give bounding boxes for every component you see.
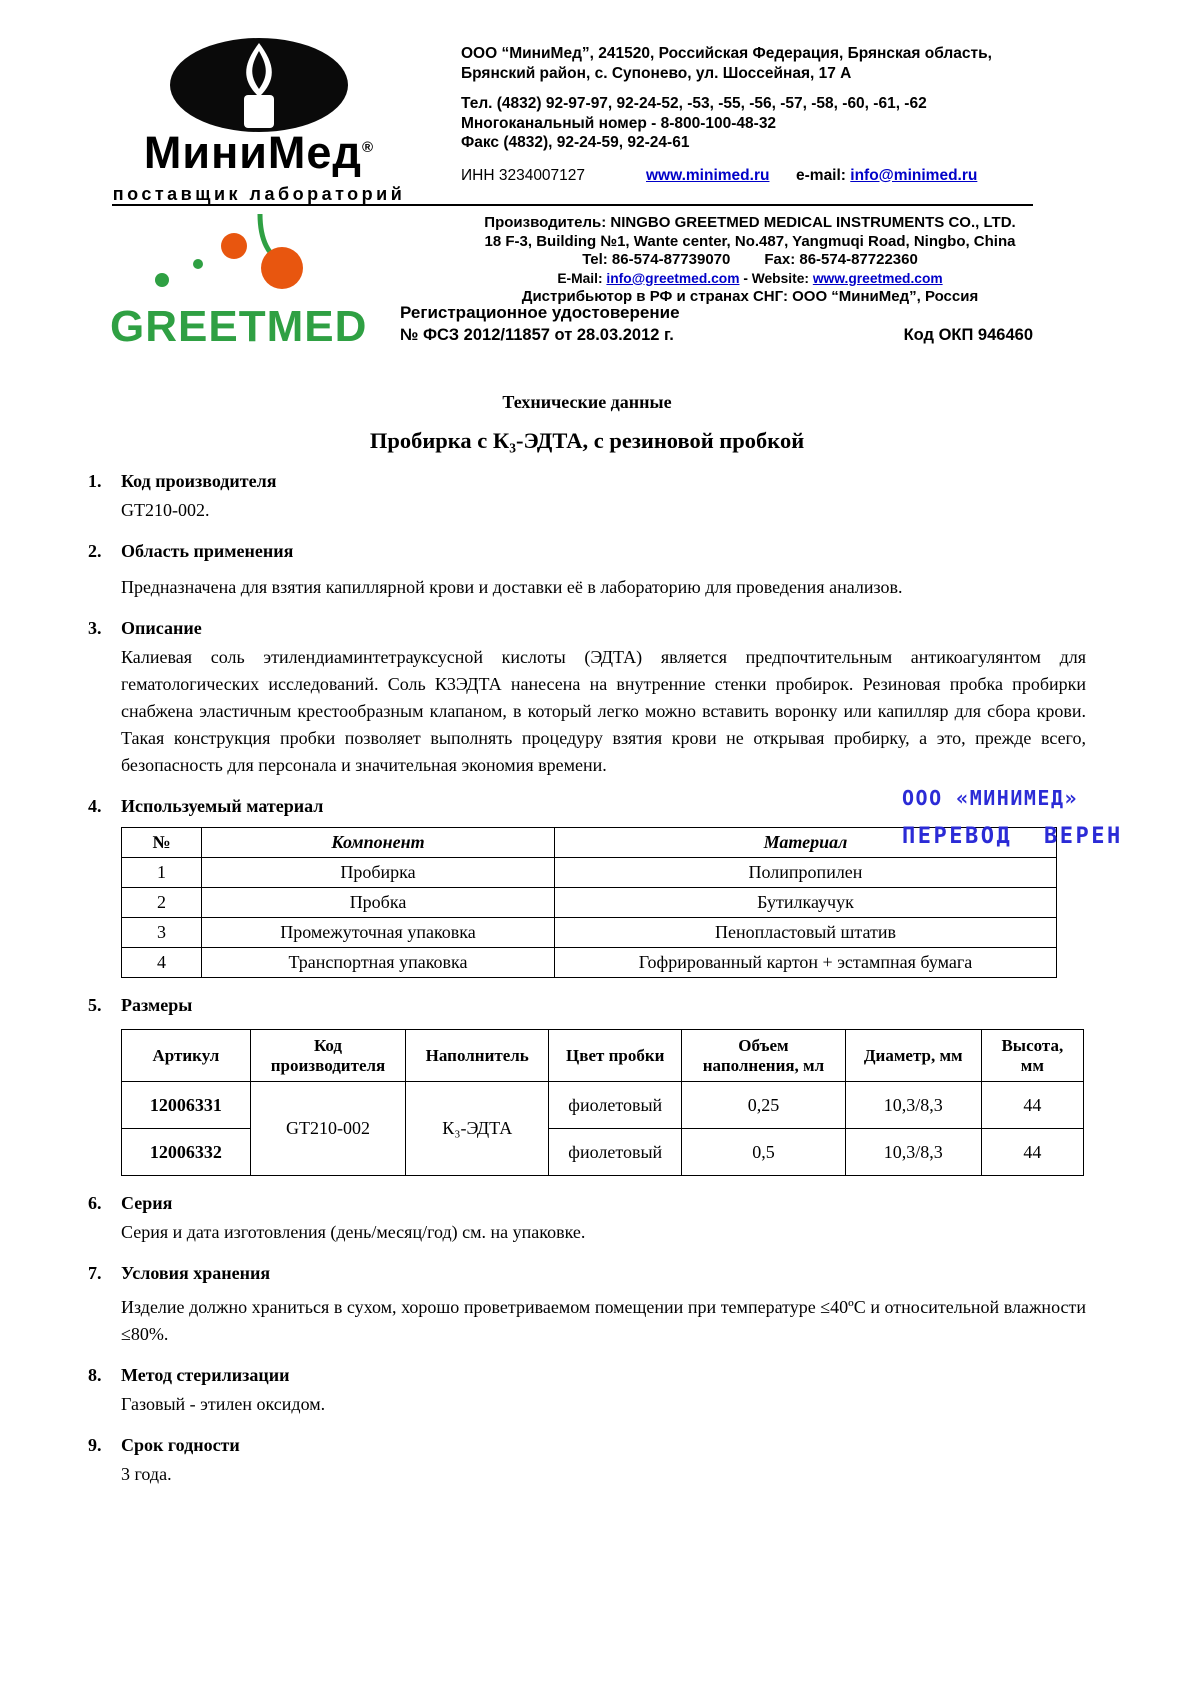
minimed-logo-name <box>103 127 415 178</box>
section-body: Серия и дата изготовления (день/месяц/год) см. на упаковке. <box>121 1222 586 1242</box>
minimed-fax: Факс (4832), 92-24-59, 92-24-61 <box>461 134 690 151</box>
materials-header-material: Материал <box>555 828 1057 858</box>
cell-filler: К₃-ЭДТА <box>406 1082 549 1176</box>
registration-number: № ФСЗ 2012/11857 от 28.03.2012 г. <box>400 326 674 344</box>
manufacturer-fax: Fax: 86-574-87722360 <box>764 251 918 268</box>
cell-material: Бутилкаучук <box>555 888 1057 918</box>
manufacturer-address: 18 F-3, Building №1, Wante center, No.487, Yangmuqi Road, Ningbo, China <box>484 232 1016 250</box>
manufacturer-mail-row <box>461 270 1039 289</box>
section-number: 9. <box>88 1435 102 1455</box>
sizes-header-cap-color: Цвет пробки <box>549 1030 682 1082</box>
cell-volume: 0,5 <box>682 1129 846 1176</box>
stamp-company-line: ООО «МИНИМЕД» <box>902 786 1079 810</box>
cell-component: Промежуточная упаковка <box>202 918 555 948</box>
greetmed-logo <box>110 212 380 349</box>
cell-num: 4 <box>122 948 202 978</box>
sizes-header-row <box>122 1030 1084 1082</box>
table-row <box>122 858 1057 888</box>
section-title: Серия <box>121 1193 173 1213</box>
minimed-logo-icon <box>166 36 352 134</box>
table-row <box>122 918 1057 948</box>
manufacturer-email-label: E-Mail: <box>557 270 603 286</box>
materials-table <box>121 827 1057 978</box>
section-manufacturer-code <box>88 471 1086 524</box>
cell-material: Гофрированный картон + эстампная бумага <box>555 948 1057 978</box>
section-application-area <box>88 541 1086 601</box>
minimed-logo <box>103 36 415 205</box>
cell-cap-color: фиолетовый <box>549 1082 682 1129</box>
cell-material: Пенопластовый штатив <box>555 918 1057 948</box>
section-sterilization-method <box>88 1365 1086 1418</box>
cell-diameter: 10,3/8,3 <box>845 1129 981 1176</box>
manufacturer-block <box>461 214 1039 307</box>
cell-num: 2 <box>122 888 202 918</box>
section-title: Описание <box>121 618 202 638</box>
cell-article: 12006332 <box>122 1129 251 1176</box>
cell-cap-color: фиолетовый <box>549 1129 682 1176</box>
materials-header-num: № <box>122 828 202 858</box>
section-title: Срок годности <box>121 1435 240 1455</box>
minimed-email-wrap <box>796 166 977 186</box>
document-body <box>88 392 1086 1488</box>
greetmed-wordmark: GREETMED <box>110 302 368 351</box>
section-number: 5. <box>88 995 102 1015</box>
greetmed-logo-icon <box>110 212 380 298</box>
email-label: e-mail: <box>796 166 846 184</box>
sizes-header-volume: Объем наполнения, мл <box>682 1030 846 1082</box>
section-number: 2. <box>88 541 102 561</box>
cell-num: 3 <box>122 918 202 948</box>
cell-material: Полипропилен <box>555 858 1057 888</box>
greetmed-email-link[interactable]: info@greetmed.com <box>606 270 740 286</box>
registered-mark: ® <box>362 139 375 156</box>
section-body: Газовый - этилен оксидом. <box>121 1394 326 1414</box>
table-row <box>122 888 1057 918</box>
doc-subtitle: Технические данные <box>502 392 672 412</box>
manufacturer-website-label: - Website: <box>743 270 809 286</box>
section-shelf-life <box>88 1435 1086 1488</box>
translation-stamp <box>902 786 1123 849</box>
section-series <box>88 1193 1086 1246</box>
manufacturer-tel: Tel: 86-574-87739070 <box>582 251 731 268</box>
section-number: 3. <box>88 618 102 638</box>
minimed-contact-block <box>461 44 1039 185</box>
sizes-header-mfr-code: Код производителя <box>250 1030 405 1082</box>
minimed-wordmark: МиниМед <box>143 127 362 178</box>
registration-title: Регистрационное удостоверение <box>400 303 680 322</box>
cell-height: 44 <box>981 1082 1083 1129</box>
minimed-address-line2: Брянский район, с. Супонево, ул. Шоссейная, 17 А <box>461 64 852 82</box>
inn-row <box>461 166 1039 186</box>
okp-code: Код ОКП 946460 <box>903 326 1033 344</box>
section-storage-conditions <box>88 1263 1086 1348</box>
section-title: Метод стерилизации <box>121 1365 290 1385</box>
section-number: 8. <box>88 1365 102 1385</box>
cell-volume: 0,25 <box>682 1082 846 1129</box>
inn-number: ИНН 3234007127 <box>461 166 586 184</box>
minimed-address-line1: ООО “МиниМед”, 241520, Российская Федерация, Брянская область, <box>461 45 992 62</box>
cell-height: 44 <box>981 1129 1083 1176</box>
header-divider <box>112 204 1033 206</box>
section-title: Условия хранения <box>121 1263 271 1283</box>
sizes-header-article: Артикул <box>122 1030 251 1082</box>
distributor-line: Дистрибьютор в РФ и странах СНГ: ООО “МиниМед”, Россия <box>521 288 979 305</box>
cell-mfr-code: GT210-002 <box>250 1082 405 1176</box>
table-row <box>122 1082 1084 1129</box>
sizes-header-filler: Наполнитель <box>406 1030 549 1082</box>
section-body: Изделие должно храниться в сухом, хорошо проветриваемом помещении при температуре ≤40ºС и относительной влажности ≤80%. <box>121 1297 1086 1344</box>
cell-component: Транспортная упаковка <box>202 948 555 978</box>
section-body: Предназначена для взятия капиллярной крови и доставки её в лабораторию для проведения анализов. <box>121 577 903 597</box>
section-title: Область применения <box>121 541 294 561</box>
sizes-header-diameter: Диаметр, мм <box>845 1030 981 1082</box>
section-number: 7. <box>88 1263 102 1283</box>
section-number: 4. <box>88 796 102 816</box>
minimed-phones: Тел. (4832) 92-97-97, 92-24-52, -53, -55, -56, -57, -58, -60, -61, -62 <box>461 95 927 112</box>
manufacturer-name: Производитель: NINGBO GREETMED MEDICAL INSTRUMENTS CO., LTD. <box>484 214 1016 231</box>
stamp-verified-line: ПЕРЕВОД ВЕРЕН <box>902 824 1123 849</box>
page-title: Пробирка с К₃-ЭДТА, с резиновой пробкой <box>369 428 805 453</box>
registration-block <box>400 303 1033 345</box>
section-description <box>88 618 1086 779</box>
section-body: GT210-002. <box>121 500 210 520</box>
manufacturer-telfax <box>461 251 1039 270</box>
sizes-table <box>121 1029 1084 1176</box>
table-row <box>122 948 1057 978</box>
section-body: 3 года. <box>121 1464 172 1484</box>
cell-article: 12006331 <box>122 1082 251 1129</box>
section-title: Размеры <box>121 995 193 1015</box>
section-title: Используемый материал <box>121 796 324 816</box>
cell-component: Пробирка <box>202 858 555 888</box>
section-title: Код производителя <box>121 471 277 491</box>
minimed-multichannel: Многоканальный номер - 8-800-100-48-32 <box>461 114 777 132</box>
materials-header-component: Компонент <box>202 828 555 858</box>
minimed-email-link[interactable]: info@minimed.ru <box>850 166 978 184</box>
greetmed-website-link[interactable]: www.greetmed.com <box>812 270 943 286</box>
cell-num: 1 <box>122 858 202 888</box>
section-number: 1. <box>88 471 102 491</box>
cell-diameter: 10,3/8,3 <box>845 1082 981 1129</box>
minimed-website-link[interactable]: www.minimed.ru <box>646 166 770 184</box>
section-sizes <box>88 995 1086 1176</box>
minimed-tagline: поставщик лабораторий <box>112 184 406 204</box>
cell-component: Пробка <box>202 888 555 918</box>
section-number: 6. <box>88 1193 102 1213</box>
sizes-header-height: Высота, мм <box>981 1030 1083 1082</box>
section-body: Калиевая соль этилендиаминтетрауксусной кислоты (ЭДТА) является предпочтительным антикоагулянтом для гематологических исследований. Соль К3ЭДТА нанесена на внутренние стенки пробирок. Резиновая пробка пробирки снабжена эластичным крестообразным клапаном, в который легко можно вставить воронку или капилляр для сбора крови. Такая конструкция пробки позволяет выполнять процедуру взятия крови не открывая пробирку, а это, прежде всего, безопасность для персонала и значительная экономия времени. <box>121 647 1086 775</box>
